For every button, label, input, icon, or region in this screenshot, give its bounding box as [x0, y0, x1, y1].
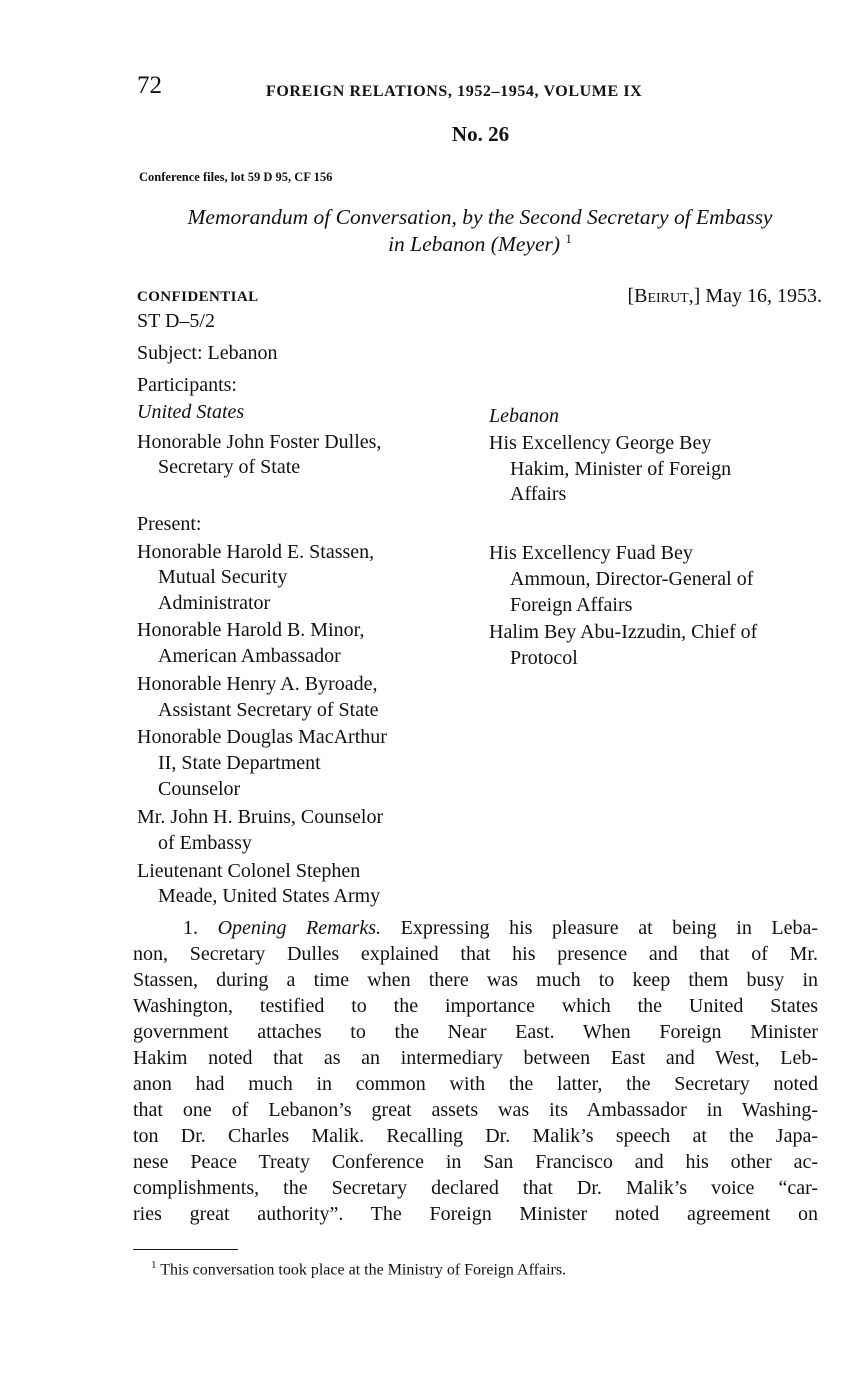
paragraph-line: anon had much in common with the latter, the Secretary noted	[133, 1073, 818, 1095]
lebanon-participant-line: Hakim, Minister of Foreign	[510, 458, 732, 480]
lebanon-present-line: Foreign Affairs	[510, 594, 633, 616]
lebanon-present-line: Protocol	[510, 647, 578, 669]
dateline-place: Beirut	[634, 285, 689, 307]
paragraph-text: Expressing his pleasure at being in Leba-	[400, 917, 819, 939]
us-present-line: Honorable Harold E. Stassen,	[137, 541, 375, 563]
paragraph-line: ton Dr. Charles Malik. Recalling Dr. Malik’s speech at the Japa-	[133, 1125, 818, 1147]
paragraph-line: non, Secretary Dulles explained that his presence and that of Mr.	[133, 943, 818, 965]
body-paragraph	[133, 915, 818, 1227]
paragraph-line: nese Peace Treaty Conference in San Francisco and his other ac-	[133, 1151, 818, 1173]
classification: CONFIDENTIAL	[137, 289, 259, 305]
lebanon-participant-line: Affairs	[510, 483, 567, 505]
paragraph-line: government attaches to the Near East. When Foreign Minister	[133, 1021, 818, 1043]
source-note: Conference files, lot 59 D 95, CF 156	[139, 170, 333, 184]
paragraph-line: Washington, testified to the importance which the United States	[133, 995, 818, 1017]
paragraph-line: that one of Lebanon’s great assets was its Ambassador in Washing-	[133, 1099, 818, 1121]
lebanon-present-line: Halim Bey Abu-Izzudin, Chief of	[489, 621, 758, 643]
subject-line: Subject: Lebanon	[137, 342, 278, 364]
paragraph-line: Hakim noted that as an intermediary between East and West, Leb-	[133, 1047, 818, 1069]
present-label: Present:	[137, 513, 202, 535]
us-heading: United States	[137, 401, 245, 423]
participants-label: Participants:	[137, 374, 237, 396]
lebanon-present-line: His Excellency Fuad Bey	[489, 542, 693, 564]
us-present-line: Administrator	[158, 592, 271, 614]
us-participant-line: Secretary of State	[158, 456, 301, 478]
footnote-reference: 1	[565, 230, 572, 246]
us-present-line: American Ambassador	[158, 645, 341, 667]
us-present-line: Mutual Security	[158, 566, 288, 588]
section-number: 1.	[183, 917, 198, 939]
us-present-line: Meade, United States Army	[158, 885, 381, 907]
paragraph-line	[133, 915, 818, 941]
running-head: FOREIGN RELATIONS, 1952–1954, VOLUME IX	[266, 83, 643, 100]
lebanon-heading: Lebanon	[489, 405, 559, 427]
us-present-line: Counselor	[158, 778, 241, 800]
us-present-line: Mr. John H. Bruins, Counselor	[137, 806, 384, 828]
us-present-line: Honorable Douglas MacArthur	[137, 726, 387, 748]
document-title-line-1: Memorandum of Conversation, by the Second Secretary of Embassy	[187, 205, 773, 229]
footnote-text: This conversation took place at the Ministry of Foreign Affairs.	[160, 1261, 567, 1279]
footnote-marker: 1	[151, 1259, 157, 1271]
us-present-line: Honorable Harold B. Minor,	[137, 619, 365, 641]
dateline	[627, 285, 822, 308]
document-number: No. 26	[451, 122, 510, 146]
section-title: Opening Remarks.	[217, 917, 382, 939]
footnote-divider	[133, 1249, 238, 1250]
us-present-line: Honorable Henry A. Byroade,	[137, 673, 378, 695]
page-number: 72	[137, 72, 162, 99]
paragraph-line: complishments, the Secretary declared that Dr. Malik’s voice “car-	[133, 1177, 818, 1199]
paragraph-line: Stassen, during a time when there was much to keep them busy in	[133, 969, 818, 991]
us-present-line: Lieutenant Colonel Stephen	[137, 860, 361, 882]
us-present-line: Assistant Secretary of State	[158, 699, 379, 721]
us-present-line: II, State Department	[158, 752, 321, 774]
title-text: in Lebanon (Meyer)	[388, 232, 561, 256]
lebanon-participant-line: His Excellency George Bey	[489, 432, 712, 454]
dateline-date: ,] May 16, 1953.	[688, 285, 822, 307]
us-present-line: of Embassy	[158, 832, 252, 854]
paragraph-line: ries great authority”. The Foreign Minister noted agreement on	[133, 1203, 818, 1225]
us-participant-line: Honorable John Foster Dulles,	[137, 431, 382, 453]
reference-number: ST D–5/2	[137, 310, 215, 332]
lebanon-present-line: Ammoun, Director-General of	[510, 568, 754, 590]
dateline-bracket: [	[627, 285, 635, 307]
document-title-line-2	[140, 231, 820, 258]
footnote	[151, 1259, 566, 1279]
